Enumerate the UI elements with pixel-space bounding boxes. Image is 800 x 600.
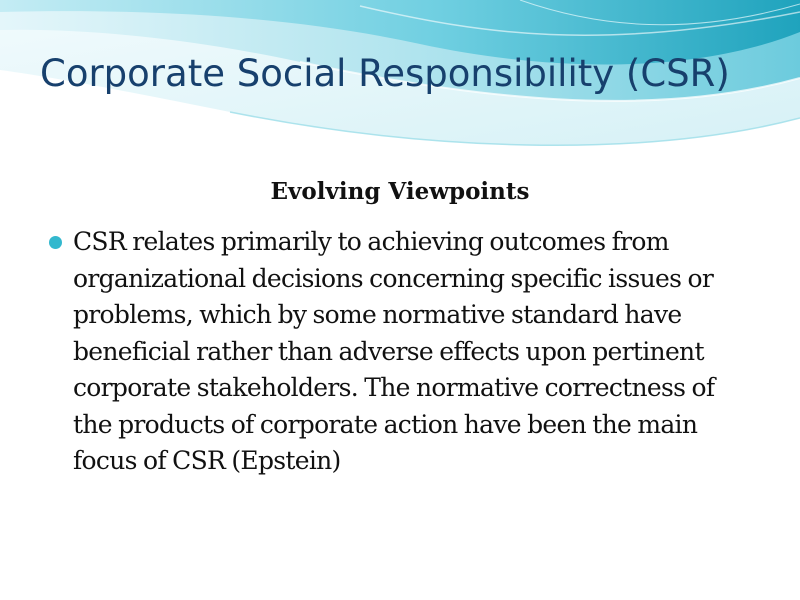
slide-title: Corporate Social Responsibility (CSR) [40,52,730,95]
slide-subtitle: Evolving Viewpoints [270,178,530,205]
bullet-list [46,224,756,480]
bullet-item [46,224,756,480]
bullet-text: CSR relates primarily to achieving outcomes from organizational decisions concerning specific issues or problems, which by some normative standard have beneficial rather than adverse effects upon pertinent corporate stakeholders. The normative correctness of the products of corporate action have been the main focus of CSR (Epstein) [73,227,715,475]
bullet-dot-icon [49,236,62,249]
